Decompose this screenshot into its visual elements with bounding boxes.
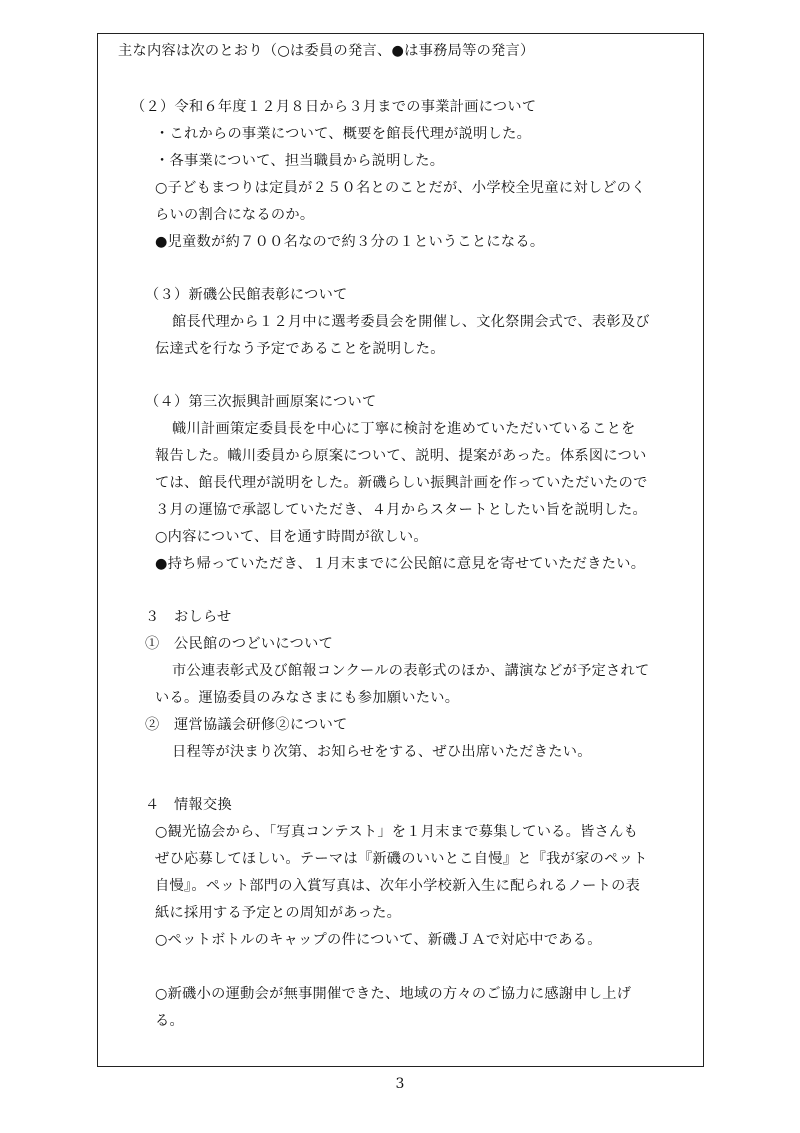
section-2-line: らいの割合になるのか。	[155, 207, 315, 223]
section-4-line: ○内容について、目を通す時間が欲しい。	[155, 529, 428, 545]
section-4-line: ●持ち帰っていただき、１月末までに公民館に意見を寄せていただきたい。	[155, 556, 646, 572]
section-4-line: 報告した。幟川委員から原案について、説明、提案があった。体系図につい	[155, 448, 647, 464]
notice-1-line: いる。運協委員のみなさまにも参加願いたい。	[155, 690, 460, 706]
section-3-line: 伝達式を行なう予定であることを説明した。	[155, 341, 445, 357]
info-exchange-line: ○新磯小の運動会が無事開催できた、地域の方々のご協力に感謝申し上げ	[155, 986, 632, 1002]
info-exchange-line: 紙に採用する予定との周知があった。	[155, 905, 402, 921]
notice-1-line: 市公連表彰式及び館報コンクールの表彰式のほか、講演などが予定されて	[172, 663, 650, 679]
section-2-line: ・これからの事業について、概要を館長代理が説明した。	[155, 126, 532, 142]
info-exchange-line: ○ペットボトルのキャップの件について、新磯ＪＡで対応中である。	[155, 932, 602, 948]
info-exchange-line: ○観光協会から、「写真コンテスト」を１月末まで募集している。皆さんも	[155, 824, 639, 840]
intro-line: 主な内容は次のとおり（○は委員の発言、●は事務局等の発言）	[118, 43, 535, 59]
section-2-line: ●児童数が約７００名なので約３分の１ということになる。	[155, 234, 545, 250]
info-exchange-line: ぜひ応募してほしい。テーマは『新磯のいいとこ自慢』と『我が家のペット	[155, 851, 648, 867]
section-4-line: ては、館長代理が説明をした。新磯らしい振興計画を作っていただいたので	[155, 475, 648, 491]
page-number: 3	[395, 1076, 405, 1092]
info-exchange-line: 自慢』。ペット部門の入賞写真は、次年小学校新入生に配られるノートの表	[155, 878, 641, 894]
info-exchange-heading: ４ 情報交換	[145, 797, 232, 813]
notice-2-title: ② 運営協議会研修②について	[145, 717, 348, 733]
notices-heading: ３ おしらせ	[145, 609, 232, 625]
notice-2-line: 日程等が決まり次第、お知らせをする、ぜひ出席いただきたい。	[172, 744, 592, 760]
section-3-line: 館長代理から１２月中に選考委員会を開催し、文化祭開会式で、表彰及び	[172, 314, 650, 330]
section-2-line: ・各事業について、担当職員から説明した。	[155, 153, 445, 169]
section-4-heading: （４）第三次振興計画原案について	[145, 394, 377, 410]
section-4-line: ３月の運協で承認していただき、４月からスタートとしたい旨を説明した。	[155, 502, 648, 518]
section-3-heading: （３）新磯公民館表彰について	[145, 287, 348, 303]
info-exchange-line: る。	[155, 1013, 184, 1029]
section-4-line: 幟川計画策定委員長を中心に丁寧に検討を進めていただいていることを	[172, 421, 636, 437]
section-2-line: ○子どもまつりは定員が２５０名とのことだが、小学校全児童に対しどのく	[155, 180, 646, 196]
notice-1-title: ① 公民館のつどいについて	[145, 636, 334, 652]
section-2-heading: （２）令和６年度１２月８日から３月までの事業計画について	[131, 99, 537, 115]
